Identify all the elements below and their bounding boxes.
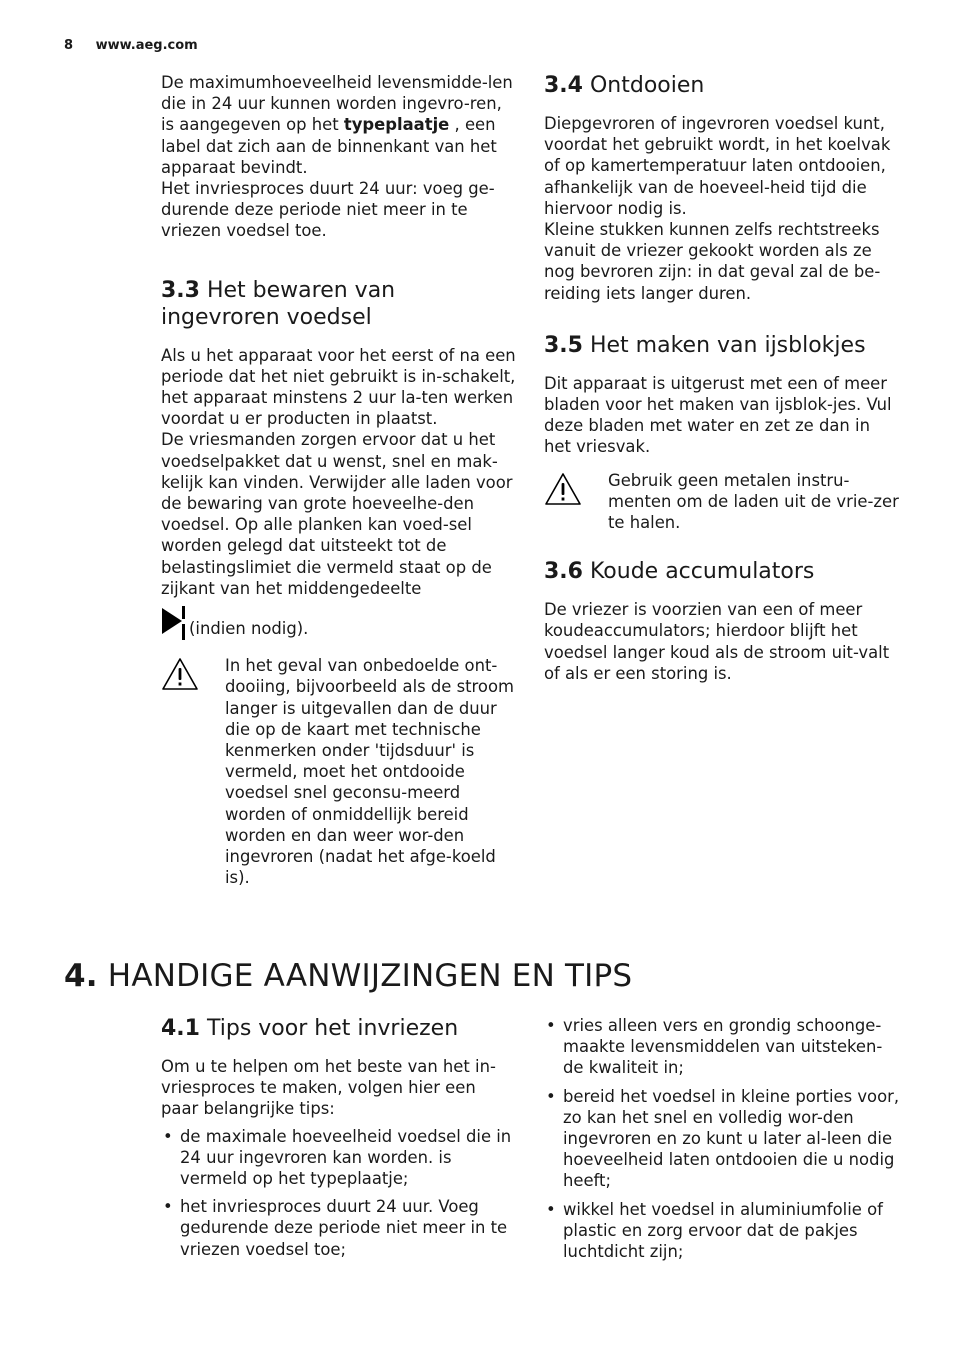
section-3-3-warning xyxy=(161,655,517,888)
list-item: • de maximale hoeveelheid voedsel die in 24 uur ingevroren kan worden. is vermeld op het typeplaatje; xyxy=(161,1126,517,1190)
shelf-divider-icon xyxy=(161,606,187,645)
section-3-5-warning xyxy=(544,470,900,534)
tips-list-left xyxy=(161,1126,517,1260)
section-3-6-heading: 3.6 Koude accumulators xyxy=(544,559,815,585)
section-3-4-paragraph-2: Kleine stukken kunnen zelfs rechtstreeks vanuit de vriezer gekookt worden als ze nog bevroren zijn: in dat geval zal de be-reiding iets langer duren. xyxy=(544,220,881,303)
header-url[interactable]: www.aeg.com xyxy=(95,38,198,53)
section-4-1-heading: 4.1 Tips voor het invriezen xyxy=(161,1016,459,1041)
section-4-1-intro: Om u te helpen om het beste van het in-vriesproces te maken, volgen hier een paar belangrijke tips: xyxy=(161,1057,496,1119)
section-3-3-paragraph-1: Als u het apparaat voor het eerst of na een periode dat het niet gebruikt is in-schakelt, het apparaat minstens 2 uur la-ten werken voordat u er producten in plaatst. xyxy=(161,345,516,429)
left-column-bottom xyxy=(161,1015,517,1267)
intro-paragraph-1: De maximumhoeveelheid levensmidde-len die in 24 uur kunnen worden ingevro-ren, is aangegeven op het typeplaatje , een label dat zich aan de binnenkant van het apparaat bevindt. xyxy=(161,73,513,177)
intro-paragraph-2: Het invriesproces duurt 24 uur: voeg ge-durende deze periode niet meer in te vriezen voedsel toe. xyxy=(161,179,495,241)
section-3-4-paragraph-1: Diepgevroren of ingevroren voedsel kunt, voordat het gebruikt wordt, in het koelvak of op kamertemperatuur laten ontdooien, afhankelijk van de hoeveel-heid tijd die hiervoor nodig is. xyxy=(544,114,891,218)
section-3-3-paragraph-2: De vriesmanden zorgen ervoor dat u het voedselpakket dat u wenst, snel en mak-kelijk kan vinden. Verwijder alle laden voor de bewaring van grote hoeveelhe-den voedsel. Op alle planken kan voed-sel worden gelegd dat uitsteekt tot de belastingslimiet die vermeld staat op de zijkant van het middengedeelte xyxy=(161,430,513,598)
typeplaatje-bold: typeplaatje xyxy=(343,115,450,135)
warning-icon xyxy=(544,470,608,511)
section-3-5-heading: 3.5 Het maken van ijsblokjes xyxy=(544,332,866,358)
tips-list-right xyxy=(544,1015,900,1262)
section-3-5-paragraph-1: Dit apparaat is uitgerust met een of meer bladen voor het maken van ijsblok-jes. Vul deze bladen met water en zet ze dan in het vriesvak. xyxy=(544,373,892,457)
right-column-top xyxy=(544,72,900,684)
section-3-5-warning-text: Gebruik geen metalen instru-menten om de laden uit de vrie-zer te halen. xyxy=(608,470,899,533)
chapter-4-heading: 4. HANDIGE AANWIJZINGEN EN TIPS xyxy=(64,958,633,994)
right-column-bottom xyxy=(544,1015,900,1269)
list-item: • het invriesproces duurt 24 uur. Voeg gedurende deze periode niet meer in te vriezen voedsel toe; xyxy=(161,1196,517,1260)
section-3-3-warning-text: In het geval van onbedoelde ont-dooiing, bijvoorbeeld als de stroom langer is uitgevallen dan de duur die op de kaart met technische kenmerken onder 'tijdsduur' is vermeld, moet het ontdooide voedsel snel geconsu-meerd worden of onmiddellijk bereid worden en dan weer wor-den ingevroren (nadat het afge-koeld is). xyxy=(225,656,514,888)
list-item: • bereid het voedsel in kleine porties voor, zo kan het snel en volledig wor-den ingevroren en zo kunt u later al-leen die hoeveelheid laten ontdooien die u nodig heeft; xyxy=(544,1086,900,1192)
left-column-top xyxy=(161,72,517,889)
divider-icon-note: (indien nodig). xyxy=(161,606,517,645)
list-item: • wikkel het voedsel in aluminiumfolie of plastic en zorg ervoor dat de pakjes luchtdicht zijn; xyxy=(544,1199,900,1263)
warning-icon xyxy=(161,655,225,696)
list-item: • vries alleen vers en grondig schoonge-maakte levensmiddelen van uitsteken-de kwaliteit in; xyxy=(544,1015,900,1079)
section-3-3-heading: 3.3 Het bewaren van ingevroren voedsel xyxy=(161,277,396,330)
section-3-6-paragraph-1: De vriezer is voorzien van een of meer koudeaccumulators; hierdoor blijft het voedsel langer koud als de stroom uit-valt of als er een storing is. xyxy=(544,600,890,683)
page-header xyxy=(64,38,198,53)
page-number: 8 xyxy=(64,38,74,53)
section-3-4-heading: 3.4 Ontdooien xyxy=(544,73,705,98)
